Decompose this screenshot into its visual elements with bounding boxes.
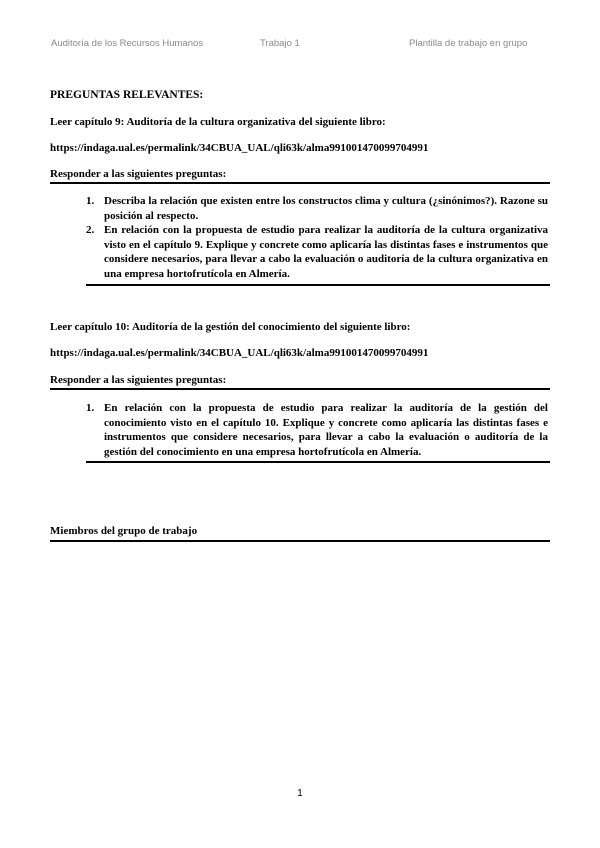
header-course-title: Auditoría de los Recursos Humanos	[51, 38, 204, 49]
list-item	[86, 401, 548, 459]
divider	[86, 461, 550, 463]
chapter9-book-link[interactable]: https://indaga.ual.es/permalink/34CBUA_UAL/qli63k/alma991001470099704991	[50, 142, 429, 154]
chapter10-question-list	[86, 401, 548, 459]
chapter9-respond-label: Responder a las siguientes preguntas:	[50, 168, 227, 180]
chapter10-instruction: Leer capítulo 10: Auditoría de la gestión del conocimiento del siguiente libro:	[50, 321, 411, 333]
header-assignment: Trabajo 1	[260, 38, 300, 49]
question-text: Describa la relación que existen entre los constructos clima y cultura (¿sinónimos?). Razone su posición al respecto.	[104, 195, 548, 222]
group-members-label: Miembros del grupo de trabajo	[50, 525, 198, 537]
question-number: 1.	[86, 402, 95, 414]
list-item	[86, 223, 548, 281]
divider	[86, 284, 550, 286]
chapter9-question-list	[86, 194, 548, 281]
list-item	[86, 194, 548, 223]
divider	[50, 540, 550, 542]
question-number: 2.	[86, 224, 95, 236]
divider	[50, 388, 550, 390]
page-number: 1	[297, 788, 303, 799]
page-title: PREGUNTAS RELEVANTES:	[50, 89, 204, 101]
chapter9-instruction: Leer capítulo 9: Auditoría de la cultura organizativa del siguiente libro:	[50, 116, 386, 128]
chapter10-respond-label: Responder a las siguientes preguntas:	[50, 374, 227, 386]
chapter10-book-link[interactable]: https://indaga.ual.es/permalink/34CBUA_UAL/qli63k/alma991001470099704991	[50, 347, 429, 359]
header-template-label: Plantilla de trabajo en grupo	[409, 38, 528, 49]
question-text: En relación con la propuesta de estudio para realizar la auditoría de la cultura organizativa visto en el capítulo 9. Explique y concrete como aplicaría las distintas fases e instrumentos que considere necesarios, para llevar a cabo la evaluación o auditoría de la cultura organizativa en una empresa hortofrutícola en Almería.	[104, 224, 548, 280]
question-number: 1.	[86, 195, 95, 207]
divider	[50, 182, 550, 184]
question-text: En relación con la propuesta de estudio para realizar la auditoría de la gestión del conocimiento visto en el capítulo 10. Explique y concrete como aplicaría las distintas fases e instrumentos que considere necesarios, para llevar a cabo la evaluación o auditoría de la gestión del conocimiento en una empresa hortofrutícola en Almería.	[104, 402, 548, 458]
